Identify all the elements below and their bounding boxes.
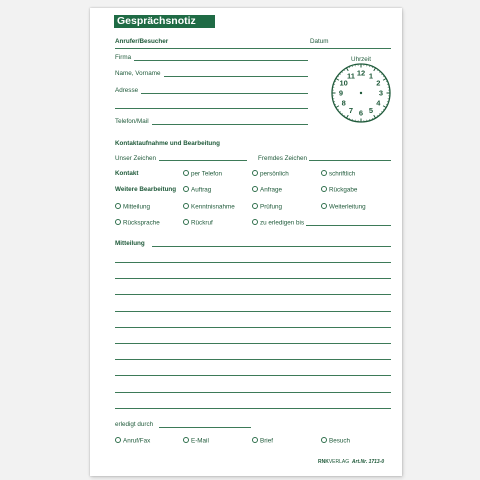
- clock-tick: [336, 106, 339, 108]
- checkbox-pruefung[interactable]: Prüfung: [252, 203, 282, 212]
- clock-tick: [347, 115, 349, 118]
- mitteilung-writing-line[interactable]: [115, 343, 391, 344]
- clock-center: [360, 92, 362, 94]
- clock-icon[interactable]: [326, 54, 396, 126]
- checkbox-besuch[interactable]: Besuch: [321, 437, 350, 446]
- clock-tick: [383, 79, 386, 81]
- clock-number: 5: [368, 105, 374, 115]
- mitteilung-writing-line[interactable]: [115, 311, 391, 312]
- checkbox-brief[interactable]: Brief: [252, 437, 273, 446]
- mitteilung-writing-line[interactable]: [115, 294, 391, 295]
- kontakt-heading: Kontaktaufnahme und Bearbeitung: [115, 140, 220, 147]
- clock-tick: [374, 68, 376, 71]
- checkbox-email[interactable]: E-Mail: [183, 437, 209, 446]
- mitteilung-writing-line[interactable]: [115, 262, 391, 263]
- date-label: Datum: [310, 38, 329, 45]
- clock-number: 6: [358, 108, 364, 118]
- checkbox-anfrage[interactable]: Anfrage: [252, 186, 282, 195]
- publisher-brand: RNK: [318, 459, 329, 465]
- clock-number: 8: [341, 98, 346, 108]
- form-title: Gesprächsnotiz: [114, 15, 215, 28]
- weitere-label: Weitere Bearbeitung: [115, 186, 177, 193]
- erledigt-label: erledigt durch: [115, 421, 154, 428]
- checkbox-kenntnisnahme[interactable]: Kenntnisnahme: [183, 203, 235, 212]
- clock-number: 12: [356, 68, 366, 78]
- telefon-line[interactable]: [152, 124, 308, 125]
- unser-zeichen-label: Unser Zeichen: [115, 155, 156, 162]
- checkbox-per-telefon[interactable]: per Telefon: [183, 170, 222, 179]
- clock-tick: [374, 115, 376, 118]
- mitteilung-heading: Mitteilung: [115, 240, 145, 247]
- adresse-line-2[interactable]: [115, 108, 308, 109]
- clock-number: 7: [348, 105, 354, 115]
- clock-number: 3: [378, 88, 384, 98]
- checkbox-schriftlich[interactable]: schriftlich: [321, 170, 355, 179]
- caller-heading: Anrufer/Besucher: [115, 38, 169, 45]
- name-label: Name, Vorname: [115, 70, 161, 77]
- mitteilung-line[interactable]: [152, 246, 391, 247]
- clock-number: 10: [339, 78, 348, 88]
- mitteilung-writing-line[interactable]: [115, 359, 391, 360]
- clock-tick: [336, 79, 339, 81]
- publisher-footer: [318, 459, 384, 465]
- checkbox-ruecksprache[interactable]: Rücksprache: [115, 219, 160, 228]
- article-number: Art.Nr. 1713-0: [351, 459, 385, 465]
- checkbox-auftrag[interactable]: Auftrag: [183, 186, 211, 195]
- clock-number: 4: [376, 98, 381, 108]
- checkbox-rueckgabe[interactable]: Rückgabe: [321, 186, 357, 195]
- mitteilung-writing-line[interactable]: [115, 278, 391, 279]
- checkbox-anruf-fax[interactable]: Anruf/Fax: [115, 437, 150, 446]
- fremdes-zeichen-label: Fremdes Zeichen: [258, 155, 307, 162]
- mitteilung-writing-line[interactable]: [115, 392, 391, 393]
- adresse-line[interactable]: [141, 93, 308, 94]
- publisher-brand-2: VERLAG: [328, 459, 350, 465]
- clock-number: 9: [338, 88, 344, 98]
- fremdes-zeichen-line[interactable]: [309, 160, 391, 161]
- clock-number: 2: [376, 78, 381, 88]
- adresse-label: Adresse: [115, 87, 139, 94]
- checkbox-mitteilung[interactable]: Mitteilung: [115, 203, 150, 212]
- telefon-label: Telefon/Mail: [115, 118, 149, 125]
- clock-tick: [383, 106, 386, 108]
- clock-number: 11: [347, 71, 355, 81]
- erledigt-line[interactable]: [159, 427, 251, 428]
- name-line[interactable]: [164, 76, 308, 77]
- checkbox-weiterleitung[interactable]: Weiterleitung: [321, 203, 366, 212]
- clock-label: Uhrzeit: [351, 56, 371, 63]
- firma-label: Firma: [115, 54, 132, 61]
- zu-erledigen-line[interactable]: [306, 225, 391, 226]
- mitteilung-writing-line[interactable]: [115, 327, 391, 328]
- checkbox-zu-erledigen[interactable]: zu erledigen bis: [252, 219, 304, 228]
- mitteilung-writing-line[interactable]: [115, 375, 391, 376]
- unser-zeichen-line[interactable]: [159, 160, 247, 161]
- checkbox-rueckruf[interactable]: Rückruf: [183, 219, 213, 228]
- header-rule: [115, 48, 391, 49]
- checkbox-persoenlich[interactable]: persönlich: [252, 170, 289, 179]
- clock-number: 1: [368, 71, 374, 81]
- mitteilung-writing-line[interactable]: [115, 408, 391, 409]
- firma-line[interactable]: [134, 60, 308, 61]
- kontakt-label: Kontakt: [115, 170, 139, 177]
